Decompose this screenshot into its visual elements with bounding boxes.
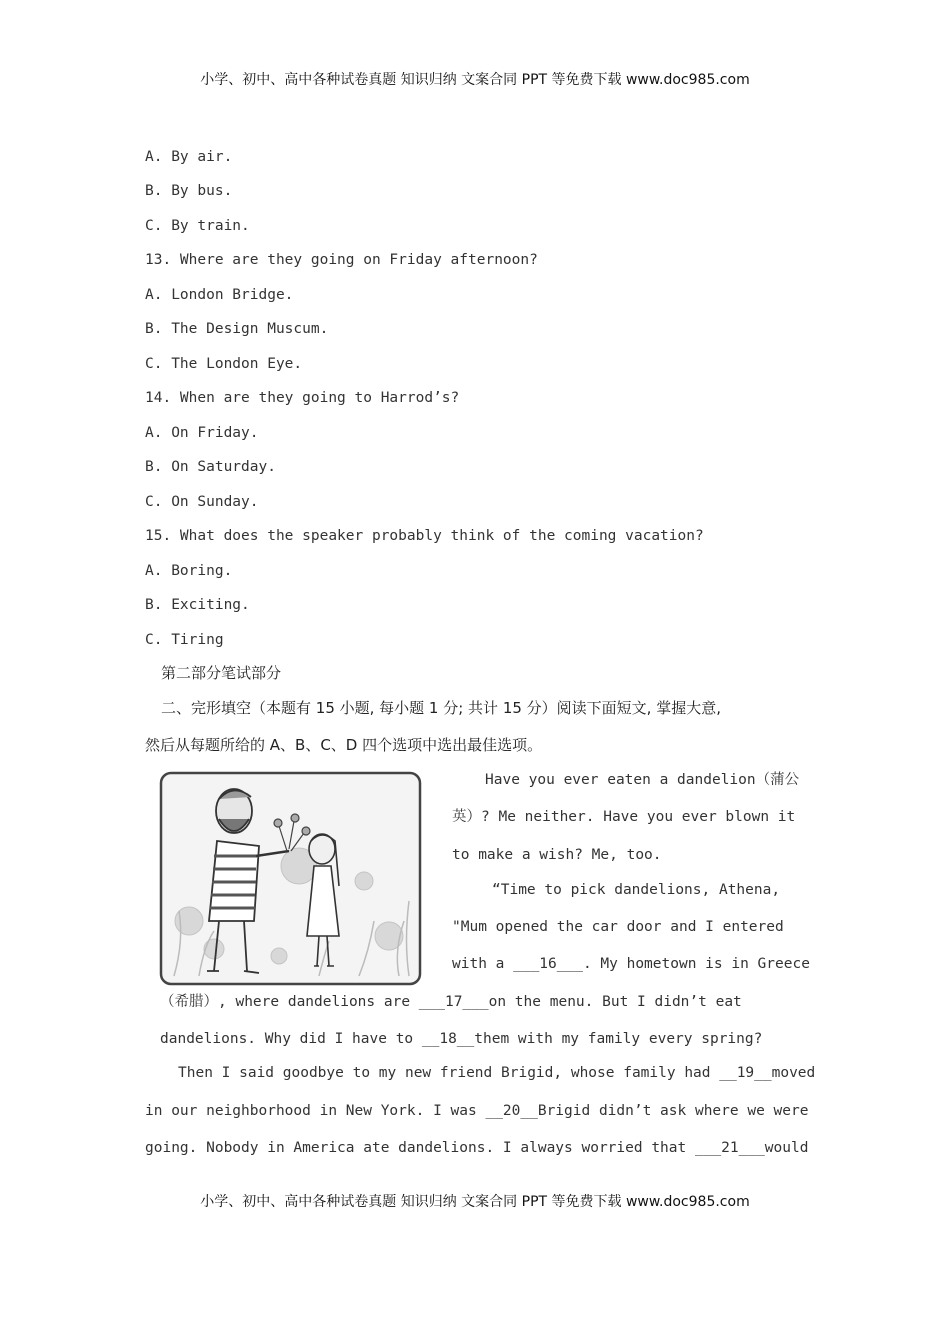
option-12a: A. By air. bbox=[145, 149, 233, 165]
option-15c: C. Tiring bbox=[145, 632, 224, 648]
passage-line-1: Have you ever eaten a dandelion（蒲公 bbox=[485, 772, 800, 788]
option-12c: C. By train. bbox=[145, 218, 250, 234]
dandelion-illustration bbox=[159, 771, 422, 986]
question-13: 13. Where are they going on Friday afternoon? bbox=[145, 252, 538, 268]
option-13c: C. The London Eye. bbox=[145, 356, 303, 372]
part-two-title: 第二部分笔试部分 bbox=[161, 664, 282, 682]
option-15a: A. Boring. bbox=[145, 563, 233, 579]
passage-line-7: （希腊）, where dandelions are ___17___on the menu. But I didn’t eat bbox=[160, 994, 742, 1010]
page-footer: 小学、初中、高中各种试卷真题 知识归纳 文案合同 PPT 等免费下载 www.doc985.com bbox=[200, 1194, 750, 1210]
passage-line-9: Then I said goodbye to my new friend Brigid, whose family had __19__moved bbox=[178, 1065, 816, 1081]
section-instruction-2: 然后从每题所给的 A、B、C、D 四个选项中选出最佳选项。 bbox=[145, 736, 543, 754]
option-15b: B. Exciting. bbox=[145, 597, 250, 613]
option-13a: A. London Bridge. bbox=[145, 287, 294, 303]
passage-line-5: "Mum opened the car door and I entered bbox=[452, 919, 784, 935]
option-13b: B. The Design Muscum. bbox=[145, 321, 329, 337]
passage-line-2: 英）? Me neither. Have you ever blown it bbox=[452, 809, 796, 825]
option-12b: B. By bus. bbox=[145, 183, 233, 199]
passage-line-6: with a ___16___. My hometown is in Greece bbox=[452, 956, 810, 972]
option-14b: B. On Saturday. bbox=[145, 459, 276, 475]
section-instruction-1: 二、完形填空（本题有 15 小题, 每小题 1 分; 共计 15 分）阅读下面短文, 掌握大意, bbox=[161, 699, 721, 717]
passage-line-10: in our neighborhood in New York. I was __20__Brigid didn’t ask where we were bbox=[145, 1103, 809, 1119]
option-14c: C. On Sunday. bbox=[145, 494, 259, 510]
option-14a: A. On Friday. bbox=[145, 425, 259, 441]
question-15: 15. What does the speaker probably think of the coming vacation? bbox=[145, 528, 704, 544]
passage-line-4: “Time to pick dandelions, Athena, bbox=[492, 882, 781, 898]
passage-line-8: dandelions. Why did I have to __18__them with my family every spring? bbox=[160, 1031, 763, 1047]
passage-line-3: to make a wish? Me, too. bbox=[452, 847, 662, 863]
question-14: 14. When are they going to Harrod’s? bbox=[145, 390, 460, 406]
passage-line-11: going. Nobody in America ate dandelions. I always worried that ___21___would bbox=[145, 1140, 809, 1156]
page-header: 小学、初中、高中各种试卷真题 知识归纳 文案合同 PPT 等免费下载 www.doc985.com bbox=[200, 72, 750, 88]
